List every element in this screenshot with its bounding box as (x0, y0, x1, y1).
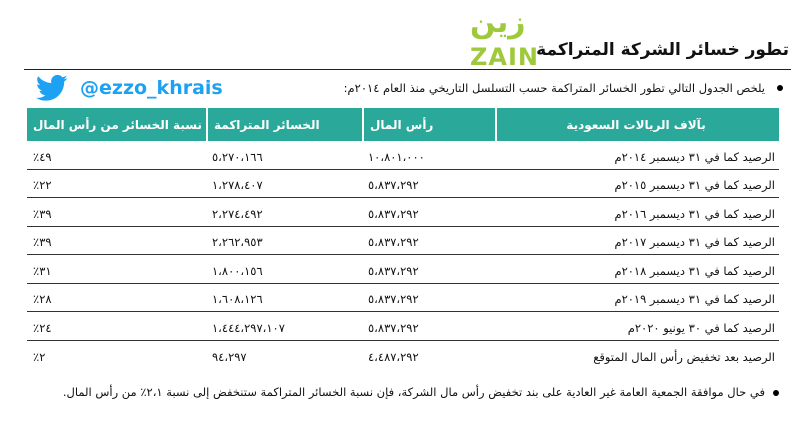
row-period: الرصيد كما في ٣١ ديسمبر ٢٠١٨م (614, 263, 775, 278)
footnote (43, 382, 765, 403)
row-period: الرصيد كما في ٣١ ديسمبر ٢٠١٤م (614, 149, 775, 164)
row-loss-ratio: ٣١٪ (33, 263, 52, 278)
bullet-icon (773, 390, 779, 396)
table-row (27, 341, 779, 370)
row-period: الرصيد بعد تخفيض رأس المال المتوقع (593, 350, 775, 364)
row-loss-ratio: ٤٩٪ (33, 149, 52, 164)
table-row (27, 284, 779, 313)
zain-logo (462, 6, 542, 72)
row-period: الرصيد كما في ٣٠ يونيو ٢٠٢٠م (627, 320, 775, 335)
row-accumulated-losses: ١،٨٠٠،١٥٦ (212, 263, 263, 278)
logo-arabic-text: زين (470, 5, 526, 40)
row-accumulated-losses: ٢،٢٧٤،٤٩٢ (212, 206, 263, 221)
row-period: الرصيد كما في ٣١ ديسمبر ٢٠١٧م (614, 235, 775, 249)
row-period: الرصيد كما في ٣١ ديسمبر ٢٠١٦م (614, 206, 775, 221)
row-capital: ٥،٨٣٧،٢٩٢ (368, 320, 419, 335)
footnote-text: في حال موافقة الجمعية العامة غير العادية على بند تخفيض رأس مال الشركة، فإن نسبة الخسائر المتراكمة ستنخفض إلى نسبة ٢،١٪ من رأس المال. (62, 385, 765, 399)
twitter-bird-icon (32, 72, 72, 104)
row-loss-ratio: ٢٪ (33, 350, 46, 364)
twitter-handle[interactable]: @ezzo_khrais (80, 77, 223, 99)
row-accumulated-losses: ٢،٢٦٢،٩٥٣ (212, 235, 263, 249)
row-capital: ٥،٨٣٧،٢٩٢ (368, 178, 419, 192)
title-divider (24, 69, 791, 70)
losses-table (27, 108, 779, 369)
row-loss-ratio: ٣٩٪ (33, 235, 52, 249)
page-title: تطور خسائر الشركة المتراكمة (536, 40, 789, 60)
row-capital: ٤،٤٨٧،٢٩٢ (368, 350, 419, 364)
row-capital: ٥،٨٣٧،٢٩٢ (368, 235, 419, 249)
table-row (27, 227, 779, 256)
table-row (27, 198, 779, 227)
row-loss-ratio: ٢٤٪ (33, 320, 52, 335)
row-capital: ١٠،٨٠١،٠٠٠ (368, 149, 425, 164)
row-capital: ٥،٨٣٧،٢٩٢ (368, 292, 419, 306)
row-accumulated-losses: ٥،٢٧٠،١٦٦ (212, 149, 263, 164)
row-loss-ratio: ٢٢٪ (33, 178, 52, 192)
intro-text: يلخص الجدول التالي تطور الخسائر المتراكمة حسب التسلسل التاريخي منذ العام ٢٠١٤م: (343, 81, 765, 95)
intro-line (344, 81, 783, 95)
table-header-row (27, 108, 779, 141)
row-capital: ٥،٨٣٧،٢٩٢ (368, 263, 419, 278)
table-row (27, 255, 779, 284)
row-accumulated-losses: ٩٤،٢٩٧ (212, 350, 247, 364)
table-row (27, 141, 779, 170)
row-loss-ratio: ٢٨٪ (33, 292, 52, 306)
row-period: الرصيد كما في ٣١ ديسمبر ٢٠١٩م (614, 292, 775, 306)
table-body (27, 141, 779, 369)
row-accumulated-losses: ١،٢٧٨،٤٠٧ (212, 178, 263, 192)
table-row (27, 170, 779, 199)
row-accumulated-losses: ١،٦٠٨،١٢٦ (212, 292, 263, 306)
logo-latin-text: ZAIN (470, 43, 539, 71)
row-capital: ٥،٨٣٧،٢٩٢ (368, 206, 419, 221)
row-loss-ratio: ٣٩٪ (33, 206, 52, 221)
row-accumulated-losses: ١،٤٤٤،٢٩٧،١٠٧ (212, 320, 285, 335)
header-capital: رأس المال (362, 108, 495, 141)
bullet-icon (777, 85, 783, 91)
row-period: الرصيد كما في ٣١ ديسمبر ٢٠١٥م (614, 178, 775, 192)
twitter-badge (32, 72, 223, 104)
table-row (27, 312, 779, 341)
header-period: بآلاف الريالات السعودية (495, 108, 779, 141)
header-accumulated-losses: الخسائر المتراكمة (206, 108, 362, 141)
header-loss-ratio: نسبة الخسائر من رأس المال (33, 117, 202, 132)
